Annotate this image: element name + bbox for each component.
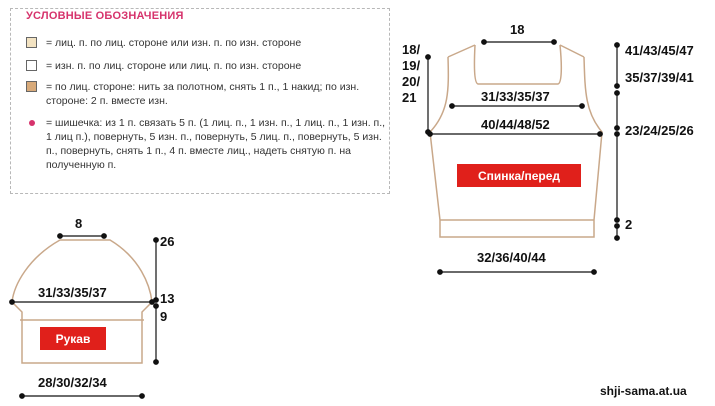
sleeve-bottom-width: 28/30/32/34 — [38, 375, 107, 390]
legend-item-text: = изн. п. по лиц. стороне или лиц. п. по изн. стороне — [46, 60, 302, 72]
back-upper-height: 35/37/39/41 — [625, 70, 694, 85]
sleeve-upper-width: 31/33/35/37 — [38, 285, 107, 300]
back-armhole-height: 18/ 19/ 20/ 21 — [402, 42, 421, 105]
watermark-text: shji-sama.at.ua — [600, 384, 687, 398]
sleeve-mid-height: 13 — [160, 291, 175, 306]
back-body-height: 23/24/25/26 — [625, 123, 694, 138]
sleeve-cap-height: 26 — [160, 234, 175, 249]
back-front-label: Спинка/перед — [457, 164, 581, 187]
back-rib-height: 2 — [625, 217, 633, 232]
legend-item-text: = по лиц. стороне: нить за полотном, снять 1 п., 1 накид; по изн. стороне: 2 п. вместе изн. — [46, 81, 360, 107]
back-bottom-width: 32/36/40/44 — [477, 250, 546, 265]
legend-item-text: = лиц. п. по лиц. стороне или изн. п. по изн. стороне — [46, 37, 302, 49]
sleeve-label: Рукав — [40, 327, 106, 350]
sleeve-low-height: 9 — [160, 309, 168, 324]
back-total-height: 41/43/45/47 — [625, 43, 694, 58]
legend-item-text: = шишечка: из 1 п. связать 5 п. (1 лиц. п., 1 изн. п., 1 лиц. п., 1 изн. п., 1 лиц п.), повернуть, 5 изн. п., повернуть, 5 лиц. п., повернуть, 5 изн. п., повернуть, снять 1 п., 4 п. вместе лиц., надеть снятую п. на полученную п. — [46, 117, 386, 171]
back-piece-outline — [474, 45, 561, 84]
legend-title: УСЛОВНЫЕ ОБОЗНАЧЕНИЯ — [26, 10, 184, 22]
back-chest-width: 31/33/35/37 — [481, 89, 550, 104]
sleeve-top-width: 8 — [75, 216, 83, 231]
back-waist-width: 40/44/48/52 — [481, 117, 550, 132]
back-neck-width: 18 — [510, 22, 525, 37]
